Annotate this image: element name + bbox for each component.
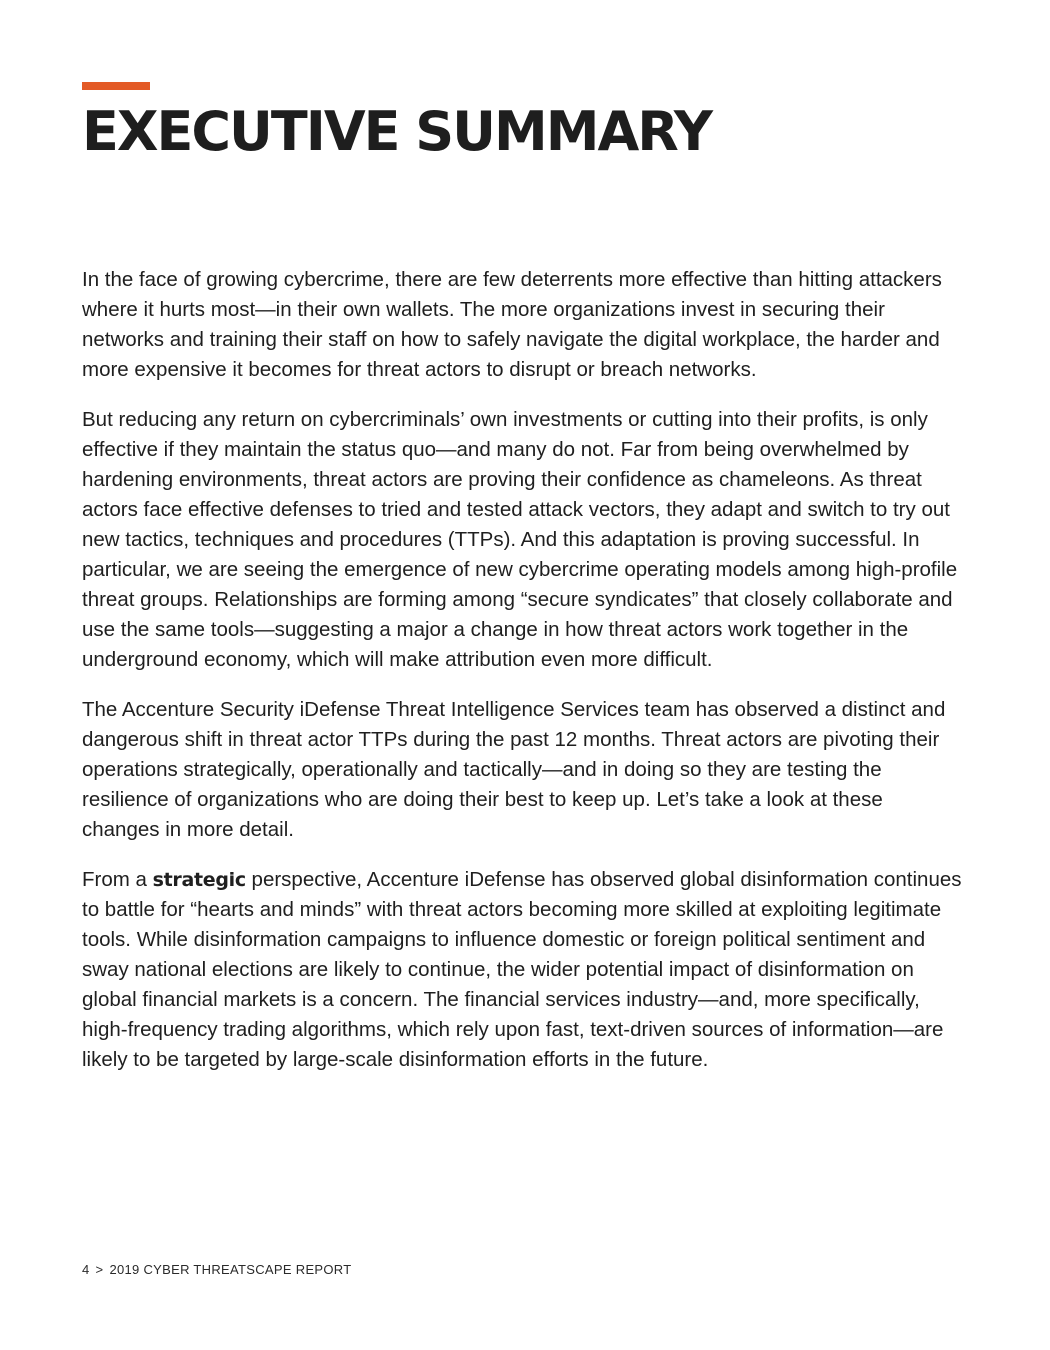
paragraph-suffix: perspective, Accenture iDefense has observed global disinformation continues to battle for “hearts and minds” with threat actors becoming more skilled at exploiting legitimate tools. While disinformation campaigns to influence domestic or foreign political sentiment and sway national elections are likely to continue, the wider potential impact of disinformation on global financial markets is a concern. The financial services industry—and, more specifically, high-frequency trading algorithms, which rely upon fast, text-driven sources of information—are likely to be targeted by large-scale disinformation efforts in the future. xyxy=(82,868,962,1071)
footer-separator: > xyxy=(95,1262,104,1277)
body-text xyxy=(82,265,962,1095)
emphasis-strategic: strategic xyxy=(152,869,246,891)
page-title: EXECUTIVE SUMMARY xyxy=(82,100,712,163)
paragraph: But reducing any return on cybercriminals’ own investments or cutting into their profits, is only effective if they maintain the status quo—and many do not. Far from being overwhelmed by hardening environments, threat actors are proving their confidence as chameleons. As threat actors face effective defenses to tried and tested attack vectors, they adapt and switch to try out new tactics, techniques and procedures (TTPs). And this adaptation is proving successful. In particular, we are seeing the emergence of new cybercrime operating models among high-profile threat groups. Relationships are forming among “secure syndicates” that closely collaborate and use the same tools—suggesting a major a change in how threat actors work together in the underground economy, which will make attribution even more difficult. xyxy=(82,408,958,671)
page-number: 4 xyxy=(82,1262,90,1277)
paragraph xyxy=(82,865,962,1075)
paragraph: The Accenture Security iDefense Threat Intelligence Services team has observed a distinct and dangerous shift in threat actor TTPs during the past 12 months. Threat actors are pivoting their operations strategically, operationally and tactically—and in doing so they are testing the resilience of organizations who are doing their best to keep up. Let’s take a look at these changes in more detail. xyxy=(82,698,946,841)
paragraph-prefix: From a xyxy=(82,868,153,891)
report-name: 2019 CYBER THREATSCAPE REPORT xyxy=(109,1262,352,1277)
page-footer xyxy=(82,1262,352,1277)
paragraph: In the face of growing cybercrime, there are few deterrents more effective than hitting attackers where it hurts most—in their own wallets. The more organizations invest in securing their networks and training their staff on how to safely navigate the digital workplace, the harder and more expensive it becomes for threat actors to disrupt or breach networks. xyxy=(82,268,942,381)
title-accent-bar xyxy=(82,82,150,90)
